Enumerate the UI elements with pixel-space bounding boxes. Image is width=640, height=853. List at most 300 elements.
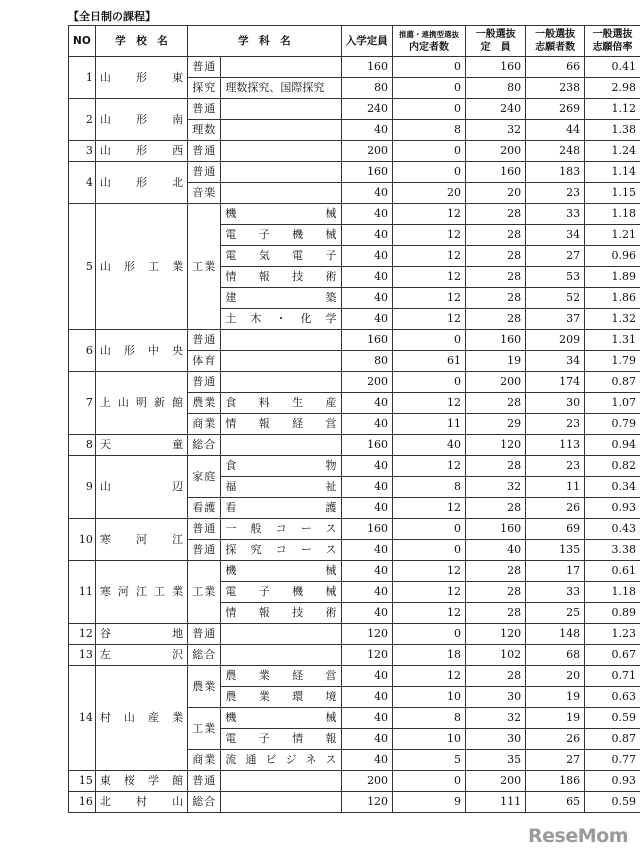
general-capacity-cell: 160: [466, 162, 526, 183]
header-ratio-top: 一般選抜: [592, 29, 633, 40]
general-capacity-cell: 80: [466, 78, 526, 99]
capacity-cell: 160: [341, 435, 393, 456]
department-name: [221, 624, 341, 645]
recommended-cell: 20: [393, 183, 466, 204]
recommended-cell: 8: [393, 477, 466, 498]
ratio-cell: 0.93: [585, 771, 640, 792]
general-capacity-cell: 28: [466, 561, 526, 582]
school-number: 14: [69, 666, 96, 771]
recommended-cell: 12: [393, 393, 466, 414]
school-number: 15: [69, 771, 96, 792]
course-type: 工業: [188, 204, 221, 330]
recommended-cell: 0: [393, 372, 466, 393]
capacity-cell: 40: [341, 204, 393, 225]
general-capacity-cell: 32: [466, 477, 526, 498]
header-row: [69, 26, 640, 57]
general-capacity-cell: 28: [466, 456, 526, 477]
recommended-cell: 0: [393, 162, 466, 183]
general-capacity-cell: 240: [466, 99, 526, 120]
general-capacity-cell: 40: [466, 540, 526, 561]
general-capacity-cell: 160: [466, 57, 526, 78]
general-capacity-cell: 120: [466, 435, 526, 456]
department-name: 機械: [221, 204, 341, 225]
header-general-bottom: 定 員: [480, 42, 511, 53]
capacity-cell: 200: [341, 141, 393, 162]
school-number: 3: [69, 141, 96, 162]
ratio-cell: 1.38: [585, 120, 640, 141]
table-row: [69, 330, 640, 351]
ratio-cell: 0.59: [585, 708, 640, 729]
department-name: 農業経営: [221, 666, 341, 687]
general-capacity-cell: 28: [466, 225, 526, 246]
ratio-cell: 0.87: [585, 372, 640, 393]
course-type: 看護: [188, 498, 221, 519]
applicants-cell: 52: [526, 288, 585, 309]
school-number: 2: [69, 99, 96, 141]
ratio-cell: 0.43: [585, 519, 640, 540]
applicants-cell: 69: [526, 519, 585, 540]
course-type: 理数: [188, 120, 221, 141]
resemom-logo: ReseMom: [528, 825, 628, 847]
recommended-cell: 8: [393, 708, 466, 729]
general-capacity-cell: 28: [466, 582, 526, 603]
table-row: [69, 519, 640, 540]
header-dept: 学 科 名: [188, 26, 341, 57]
ratio-cell: 1.24: [585, 141, 640, 162]
department-name: [221, 183, 341, 204]
ratio-cell: 0.67: [585, 645, 640, 666]
school-name: 山形南: [95, 99, 187, 141]
department-name: 情報技術: [221, 267, 341, 288]
course-type: 探究: [188, 78, 221, 99]
header-no: NO: [69, 26, 96, 57]
department-name: [221, 99, 341, 120]
header-recommended-bottom: 内定者数: [409, 42, 450, 53]
general-capacity-cell: 29: [466, 414, 526, 435]
ratio-cell: 0.89: [585, 603, 640, 624]
school-name: 山形北: [95, 162, 187, 204]
applicants-cell: 25: [526, 603, 585, 624]
table-caption: 【全日制の課程】: [68, 10, 156, 23]
course-type: 普通: [188, 372, 221, 393]
recommended-cell: 12: [393, 309, 466, 330]
ratio-cell: 0.79: [585, 414, 640, 435]
general-capacity-cell: 200: [466, 141, 526, 162]
applicants-cell: 34: [526, 225, 585, 246]
ratio-cell: 0.87: [585, 729, 640, 750]
course-type: 普通: [188, 330, 221, 351]
general-capacity-cell: 160: [466, 330, 526, 351]
table-row: [69, 372, 640, 393]
table-row: [69, 666, 640, 687]
applicants-cell: 186: [526, 771, 585, 792]
ratio-cell: 0.71: [585, 666, 640, 687]
school-number: 16: [69, 792, 96, 813]
general-capacity-cell: 200: [466, 771, 526, 792]
course-type: 家庭: [188, 456, 221, 498]
department-name: 土木・化学: [221, 309, 341, 330]
recommended-cell: 0: [393, 330, 466, 351]
department-name: 農業環境: [221, 687, 341, 708]
recommended-cell: 12: [393, 246, 466, 267]
applicants-cell: 66: [526, 57, 585, 78]
capacity-cell: 40: [341, 183, 393, 204]
table-row: [69, 645, 640, 666]
general-capacity-cell: 28: [466, 603, 526, 624]
department-name: [221, 330, 341, 351]
general-capacity-cell: 28: [466, 498, 526, 519]
table-row: [69, 561, 640, 582]
capacity-cell: 200: [341, 372, 393, 393]
ratio-cell: 0.59: [585, 792, 640, 813]
recommended-cell: 12: [393, 603, 466, 624]
table-body: [69, 57, 640, 813]
ratio-cell: 1.89: [585, 267, 640, 288]
capacity-cell: 120: [341, 792, 393, 813]
capacity-cell: 80: [341, 351, 393, 372]
recommended-cell: 12: [393, 582, 466, 603]
applicants-cell: 30: [526, 393, 585, 414]
table-row: [69, 456, 640, 477]
general-capacity-cell: 32: [466, 120, 526, 141]
school-number: 12: [69, 624, 96, 645]
course-type: 普通: [188, 519, 221, 540]
general-capacity-cell: 102: [466, 645, 526, 666]
capacity-cell: 160: [341, 57, 393, 78]
ratio-cell: 0.77: [585, 750, 640, 771]
general-capacity-cell: 32: [466, 708, 526, 729]
course-type: 商業: [188, 750, 221, 771]
capacity-cell: 40: [341, 540, 393, 561]
course-type: 商業: [188, 414, 221, 435]
applicants-cell: 183: [526, 162, 585, 183]
applicants-cell: 68: [526, 645, 585, 666]
department-name: [221, 645, 341, 666]
recommended-cell: 12: [393, 666, 466, 687]
recommended-cell: 9: [393, 792, 466, 813]
general-capacity-cell: 35: [466, 750, 526, 771]
capacity-cell: 40: [341, 393, 393, 414]
header-applicants-bottom: 志願者数: [535, 42, 576, 53]
applicants-cell: 113: [526, 435, 585, 456]
capacity-cell: 40: [341, 603, 393, 624]
table-row: [69, 162, 640, 183]
ratio-cell: 1.31: [585, 330, 640, 351]
recommended-cell: 40: [393, 435, 466, 456]
ratio-cell: 2.98: [585, 78, 640, 99]
capacity-cell: 40: [341, 561, 393, 582]
applicants-cell: 174: [526, 372, 585, 393]
school-number: 8: [69, 435, 96, 456]
applicants-cell: 26: [526, 498, 585, 519]
department-name: [221, 120, 341, 141]
general-capacity-cell: 28: [466, 309, 526, 330]
applicants-cell: 135: [526, 540, 585, 561]
applicants-cell: 23: [526, 456, 585, 477]
applicants-cell: 17: [526, 561, 585, 582]
ratio-cell: 0.63: [585, 687, 640, 708]
recommended-cell: 12: [393, 498, 466, 519]
recommended-cell: 5: [393, 750, 466, 771]
header-school: 学 校 名: [95, 26, 187, 57]
department-name: 電気電子: [221, 246, 341, 267]
capacity-cell: 40: [341, 267, 393, 288]
department-name: [221, 57, 341, 78]
school-number: 6: [69, 330, 96, 372]
recommended-cell: 0: [393, 771, 466, 792]
applicants-cell: 33: [526, 582, 585, 603]
capacity-cell: 120: [341, 624, 393, 645]
ratio-cell: 0.96: [585, 246, 640, 267]
ratio-cell: 0.34: [585, 477, 640, 498]
recommended-cell: 12: [393, 561, 466, 582]
capacity-cell: 160: [341, 330, 393, 351]
ratio-cell: 1.23: [585, 624, 640, 645]
course-type: 工業: [188, 561, 221, 624]
admission-table: [68, 25, 640, 813]
header-recommended: [393, 26, 466, 57]
general-capacity-cell: 111: [466, 792, 526, 813]
department-name: 探究コース: [221, 540, 341, 561]
header-general-capacity: [466, 26, 526, 57]
course-type: 普通: [188, 162, 221, 183]
course-type: 音楽: [188, 183, 221, 204]
applicants-cell: 248: [526, 141, 585, 162]
table-row: [69, 771, 640, 792]
school-name: 北村山: [95, 792, 187, 813]
department-name: 食料生産: [221, 393, 341, 414]
school-name: 村山産業: [95, 666, 187, 771]
department-name: 看護: [221, 498, 341, 519]
general-capacity-cell: 20: [466, 183, 526, 204]
ratio-cell: 1.79: [585, 351, 640, 372]
school-name: 山形西: [95, 141, 187, 162]
recommended-cell: 10: [393, 687, 466, 708]
department-name: [221, 372, 341, 393]
general-capacity-cell: 120: [466, 624, 526, 645]
general-capacity-cell: 28: [466, 267, 526, 288]
capacity-cell: 40: [341, 246, 393, 267]
applicants-cell: 44: [526, 120, 585, 141]
recommended-cell: 0: [393, 78, 466, 99]
applicants-cell: 269: [526, 99, 585, 120]
capacity-cell: 160: [341, 519, 393, 540]
course-type: 総合: [188, 645, 221, 666]
recommended-cell: 0: [393, 99, 466, 120]
recommended-cell: 12: [393, 456, 466, 477]
capacity-cell: 40: [341, 729, 393, 750]
applicants-cell: 238: [526, 78, 585, 99]
capacity-cell: 40: [341, 414, 393, 435]
school-number: 9: [69, 456, 96, 519]
capacity-cell: 80: [341, 78, 393, 99]
general-capacity-cell: 28: [466, 204, 526, 225]
applicants-cell: 65: [526, 792, 585, 813]
capacity-cell: 40: [341, 687, 393, 708]
school-name: 山形中央: [95, 330, 187, 372]
course-type: 農業: [188, 393, 221, 414]
course-type: 普通: [188, 57, 221, 78]
recommended-cell: 12: [393, 204, 466, 225]
school-number: 10: [69, 519, 96, 561]
applicants-cell: 19: [526, 687, 585, 708]
capacity-cell: 120: [341, 645, 393, 666]
capacity-cell: 200: [341, 771, 393, 792]
capacity-cell: 40: [341, 582, 393, 603]
school-number: 5: [69, 204, 96, 330]
general-capacity-cell: 30: [466, 687, 526, 708]
applicants-cell: 11: [526, 477, 585, 498]
school-number: 7: [69, 372, 96, 435]
school-name: 左沢: [95, 645, 187, 666]
applicants-cell: 34: [526, 351, 585, 372]
header-capacity: 入学定員: [341, 26, 393, 57]
department-name: 機械: [221, 561, 341, 582]
table-row: [69, 204, 640, 225]
capacity-cell: 40: [341, 750, 393, 771]
ratio-cell: 0.82: [585, 456, 640, 477]
recommended-cell: 18: [393, 645, 466, 666]
school-number: 1: [69, 57, 96, 99]
school-number: 13: [69, 645, 96, 666]
department-name: [221, 435, 341, 456]
general-capacity-cell: 200: [466, 372, 526, 393]
school-number: 4: [69, 162, 96, 204]
school-number: 11: [69, 561, 96, 624]
header-applicants: [526, 26, 585, 57]
school-name: 谷地: [95, 624, 187, 645]
table-row: [69, 435, 640, 456]
ratio-cell: 0.41: [585, 57, 640, 78]
header-ratio: [585, 26, 640, 57]
capacity-cell: 40: [341, 225, 393, 246]
general-capacity-cell: 28: [466, 288, 526, 309]
applicants-cell: 27: [526, 750, 585, 771]
course-type: 総合: [188, 792, 221, 813]
department-name: 電子機械: [221, 582, 341, 603]
recommended-cell: 10: [393, 729, 466, 750]
course-type: 総合: [188, 435, 221, 456]
table-row: [69, 99, 640, 120]
ratio-cell: 1.86: [585, 288, 640, 309]
recommended-cell: 0: [393, 624, 466, 645]
course-type: 工業: [188, 708, 221, 750]
capacity-cell: 40: [341, 708, 393, 729]
ratio-cell: 0.61: [585, 561, 640, 582]
recommended-cell: 12: [393, 288, 466, 309]
department-name: 電子情報: [221, 729, 341, 750]
header-applicants-top: 一般選抜: [535, 29, 576, 40]
ratio-cell: 1.14: [585, 162, 640, 183]
table-row: [69, 624, 640, 645]
ratio-cell: 1.07: [585, 393, 640, 414]
department-name: 流通ビジネス: [221, 750, 341, 771]
ratio-cell: 1.15: [585, 183, 640, 204]
capacity-cell: 40: [341, 309, 393, 330]
ratio-cell: 1.21: [585, 225, 640, 246]
school-name: 山形東: [95, 57, 187, 99]
applicants-cell: 23: [526, 414, 585, 435]
department-name: [221, 351, 341, 372]
applicants-cell: 33: [526, 204, 585, 225]
recommended-cell: 0: [393, 57, 466, 78]
applicants-cell: 27: [526, 246, 585, 267]
table-row: [69, 141, 640, 162]
ratio-cell: 3.38: [585, 540, 640, 561]
recommended-cell: 12: [393, 225, 466, 246]
recommended-cell: 0: [393, 141, 466, 162]
ratio-cell: 1.12: [585, 99, 640, 120]
school-name: 山辺: [95, 456, 187, 519]
capacity-cell: 240: [341, 99, 393, 120]
recommended-cell: 0: [393, 519, 466, 540]
department-name: 情報経営: [221, 414, 341, 435]
applicants-cell: 19: [526, 708, 585, 729]
ratio-cell: 0.93: [585, 498, 640, 519]
school-name: 寒河江: [95, 519, 187, 561]
course-type: 普通: [188, 141, 221, 162]
course-type: 体育: [188, 351, 221, 372]
school-name: 東桜学館: [95, 771, 187, 792]
capacity-cell: 40: [341, 120, 393, 141]
general-capacity-cell: 28: [466, 246, 526, 267]
school-name: 寒河江工業: [95, 561, 187, 624]
department-name: [221, 141, 341, 162]
department-name: 電子機械: [221, 225, 341, 246]
department-name: 建築: [221, 288, 341, 309]
recommended-cell: 12: [393, 267, 466, 288]
ratio-cell: 1.32: [585, 309, 640, 330]
applicants-cell: 26: [526, 729, 585, 750]
course-type: 普通: [188, 540, 221, 561]
course-type: 普通: [188, 624, 221, 645]
department-name: 一般コース: [221, 519, 341, 540]
capacity-cell: 40: [341, 498, 393, 519]
recommended-cell: 61: [393, 351, 466, 372]
capacity-cell: 40: [341, 477, 393, 498]
recommended-cell: 8: [393, 120, 466, 141]
school-name: 山形工業: [95, 204, 187, 330]
header-recommended-top: 推薦・連携型選抜: [399, 30, 460, 39]
general-capacity-cell: 28: [466, 393, 526, 414]
header-general-top: 一般選抜: [475, 29, 516, 40]
general-capacity-cell: 160: [466, 519, 526, 540]
department-name: [221, 162, 341, 183]
course-type: 普通: [188, 771, 221, 792]
ratio-cell: 1.18: [585, 204, 640, 225]
applicants-cell: 209: [526, 330, 585, 351]
course-type: 普通: [188, 99, 221, 120]
general-capacity-cell: 28: [466, 666, 526, 687]
ratio-cell: 0.94: [585, 435, 640, 456]
applicants-cell: 53: [526, 267, 585, 288]
department-name: 福祉: [221, 477, 341, 498]
school-name: 上山明新館: [95, 372, 187, 435]
table-row: [69, 792, 640, 813]
department-name: 機械: [221, 708, 341, 729]
general-capacity-cell: 30: [466, 729, 526, 750]
school-name: 天童: [95, 435, 187, 456]
applicants-cell: 23: [526, 183, 585, 204]
general-capacity-cell: 19: [466, 351, 526, 372]
applicants-cell: 20: [526, 666, 585, 687]
applicants-cell: 37: [526, 309, 585, 330]
header-ratio-bottom: 志願倍率: [592, 42, 633, 53]
department-name: 理数探究、国際探究: [221, 78, 341, 99]
department-name: [221, 792, 341, 813]
capacity-cell: 160: [341, 162, 393, 183]
capacity-cell: 40: [341, 288, 393, 309]
